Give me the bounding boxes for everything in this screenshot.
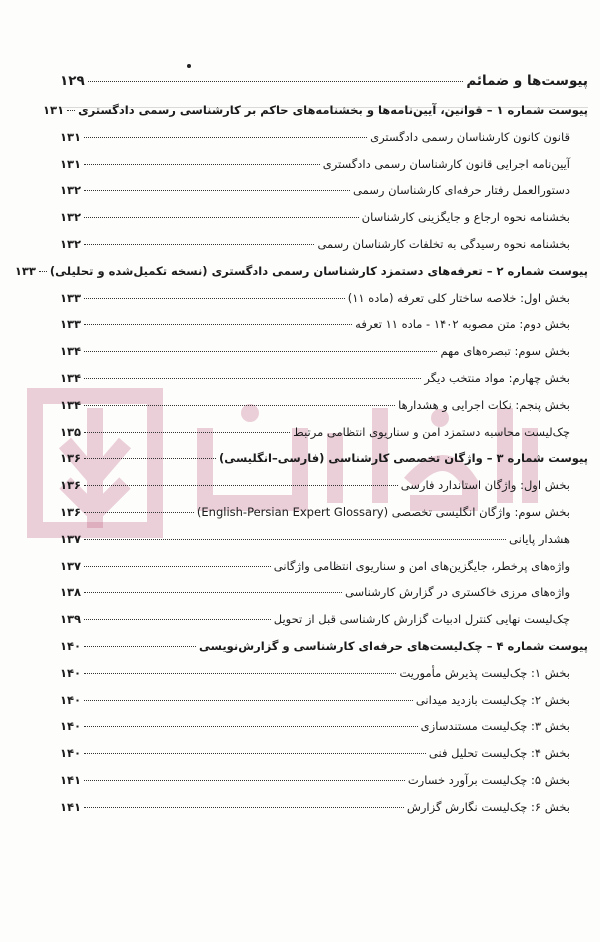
toc-page-number: ۱۳۴ — [60, 344, 82, 359]
toc-page-number: ۱۳۶ — [60, 478, 82, 493]
toc-page-number: ۱۴۰ — [60, 665, 82, 680]
toc-entry[interactable] — [60, 559, 588, 586]
toc-page-number: ۱۳۱ — [60, 129, 82, 144]
ink-dot — [187, 64, 191, 68]
toc-page-number: ۱۴۱ — [60, 772, 82, 787]
dot-leader — [84, 432, 290, 433]
toc-entry[interactable] — [60, 425, 588, 452]
toc-entry-appendix-1[interactable] — [43, 103, 588, 130]
toc-page-number: ۱۳۲ — [60, 236, 82, 251]
toc-title: بخش چهارم: مواد منتخب دیگر — [424, 370, 570, 385]
toc-title: پیوست شماره ۱ – قوانین، آیین‌نامه‌ها و بخشنامه‌های حاکم بر کارشناسی رسمی دادگستری — [78, 103, 588, 117]
toc-entry[interactable] — [60, 505, 588, 532]
toc-title: بخش پنجم: نکات اجرایی و هشدارها — [398, 397, 570, 412]
toc-entry[interactable] — [60, 183, 588, 210]
toc-title: بخش ۲: چک‌لیست بازدید میدانی — [415, 692, 570, 707]
toc-entry[interactable] — [60, 157, 588, 184]
dot-leader — [84, 726, 418, 727]
toc-entry-appendix-2[interactable] — [14, 263, 588, 291]
toc-entry[interactable] — [60, 746, 588, 773]
toc-entry[interactable] — [60, 237, 588, 264]
dot-leader — [84, 405, 395, 406]
toc-page-number: ۱۴۰ — [60, 719, 82, 734]
toc-page-number: ۱۳۳ — [60, 317, 82, 332]
dot-leader — [84, 137, 367, 138]
dot-leader — [84, 485, 398, 486]
toc-page-number: ۱۳۱ — [43, 103, 65, 117]
toc-page-number: ۱۴۰ — [60, 692, 82, 707]
dot-leader — [84, 700, 413, 701]
dot-leader — [84, 539, 506, 540]
toc-page-number: ۱۳۳ — [60, 290, 82, 305]
toc-title: دستورالعمل رفتار حرفه‌ای کارشناسان رسمی — [353, 183, 570, 198]
toc-title: بخشنامه نحوه ارجاع و جایگزینی کارشناسان — [361, 210, 570, 225]
dot-leader — [88, 81, 464, 82]
toc-entry[interactable] — [60, 585, 588, 612]
dot-leader — [84, 619, 271, 620]
toc-title: هشدار پایانی — [509, 531, 570, 546]
toc-entry[interactable] — [60, 478, 588, 505]
toc-title: بخش ۵: چک‌لیست برآورد خسارت — [407, 772, 570, 787]
toc-title: بخش ۶: چک‌لیست نگارش گزارش — [406, 799, 570, 814]
toc-title: واژه‌های پرخطر، جایگزین‌های امن و سناریوی انتظامی واژگانی — [273, 558, 570, 573]
toc-page-number: ۱۳۴ — [60, 397, 82, 412]
toc-page-number: ۱۳۷ — [60, 558, 82, 573]
dot-leader — [84, 807, 404, 808]
toc-title: بخش ۱: چک‌لیست پذیرش مأموریت — [399, 665, 570, 680]
dot-leader — [84, 217, 359, 218]
toc-entry[interactable] — [60, 719, 588, 746]
dot-leader — [84, 244, 314, 245]
toc-page-number: ۱۳۷ — [60, 531, 82, 546]
toc-title: پیوست شماره ۲ – تعرفه‌های دستمزد کارشناسان رسمی دادگستری (نسخه تکمیل‌شده و تحلیلی) — [49, 263, 588, 278]
toc-page-number: ۱۳۴ — [60, 370, 82, 385]
dot-leader — [84, 753, 426, 754]
toc-title: بخش اول: واژگان استاندارد فارسی — [400, 478, 570, 493]
toc-page-number: ۱۳۲ — [60, 183, 82, 198]
toc-entry[interactable] — [60, 612, 588, 639]
dot-leader — [84, 190, 350, 191]
toc-page-number: ۱۴۰ — [60, 638, 82, 653]
dot-leader — [39, 271, 47, 272]
toc-entry-appendix-3[interactable] — [60, 451, 588, 478]
dot-leader — [84, 646, 196, 647]
toc-page-number: ۱۳۱ — [60, 156, 82, 171]
toc-entry[interactable] — [60, 398, 588, 425]
dot-leader — [67, 110, 75, 111]
toc-title: بخش ۴: چک‌لیست تحلیل فنی — [428, 746, 570, 761]
dot-leader — [84, 324, 352, 325]
toc-title: بخش سوم: واژگان انگلیسی تخصصی (English-Persian Expert Glossary) — [196, 504, 570, 519]
toc-page-number: ۱۳۳ — [14, 263, 36, 278]
toc-page-number: ۱۳۸ — [60, 585, 82, 600]
toc-title: آیین‌نامه اجرایی قانون کارشناسان رسمی دادگستری — [322, 156, 570, 171]
toc-entry-appendices[interactable] — [60, 73, 588, 103]
toc-page-number: ۱۳۶ — [60, 504, 82, 519]
toc-title: بخش اول: خلاصه ساختار کلی تعرفه (ماده ۱۱) — [347, 290, 570, 305]
toc-page-number: ۱۳۶ — [60, 451, 82, 466]
toc-entry[interactable] — [60, 344, 588, 371]
toc-page-number: ۱۴۰ — [60, 746, 82, 761]
toc-title: پیوست شماره ۳ – واژگان تخصصی کارشناسی (فارسی–انگلیسی) — [219, 451, 588, 466]
toc-title: بخش ۳: چک‌لیست مستندسازی — [420, 719, 570, 734]
toc-entry[interactable] — [60, 693, 588, 720]
toc-entry[interactable] — [60, 317, 588, 344]
toc-entry[interactable] — [60, 210, 588, 237]
dot-leader — [84, 458, 216, 459]
toc-page-number: ۱۲۹ — [60, 73, 85, 89]
dot-leader — [84, 592, 342, 593]
toc-title: چک‌لیست محاسبه دستمزد امن و سناریوی انتظامی مرتبط — [293, 424, 570, 439]
toc-page-number: ۱۴۱ — [60, 799, 82, 814]
dot-leader — [84, 378, 421, 379]
toc-title: پیوست شماره ۴ – چک‌لیست‌های حرفه‌ای کارشناسی و گزارش‌نویسی — [199, 638, 588, 653]
toc-title: واژه‌های مرزی خاکستری در گزارش کارشناسی — [344, 585, 570, 600]
toc-title: چک‌لیست نهایی کنترل ادبیات گزارش کارشناسی قبل از تحویل — [273, 612, 570, 627]
toc-title: بخش سوم: تبصره‌های مهم — [440, 344, 570, 359]
toc-page-number: ۱۳۵ — [60, 424, 82, 439]
toc-entry[interactable] — [60, 291, 588, 318]
dot-leader — [84, 673, 396, 674]
dot-leader — [84, 351, 437, 352]
toc-title: قانون کانون کارشناسان رسمی دادگستری — [370, 129, 570, 144]
toc-title: پیوست‌ها و ضمائم — [466, 73, 588, 89]
toc-entry[interactable] — [60, 773, 588, 800]
toc-page-number: ۱۳۹ — [60, 612, 82, 627]
toc-entry-appendix-4[interactable] — [60, 639, 588, 666]
toc-title: بخشنامه نحوه رسیدگی به تخلفات کارشناسان رسمی — [317, 236, 570, 251]
dot-leader — [84, 512, 194, 513]
table-of-contents — [14, 73, 588, 827]
toc-entry[interactable] — [60, 130, 588, 157]
toc-page-number: ۱۳۲ — [60, 210, 82, 225]
dot-leader — [84, 566, 271, 567]
dot-leader — [84, 164, 320, 165]
toc-title: بخش دوم: متن مصوبه ۱۴۰۲ - ماده ۱۱ تعرفه — [355, 317, 570, 332]
dot-leader — [84, 298, 345, 299]
toc-entry[interactable] — [60, 371, 588, 398]
toc-entry[interactable] — [60, 800, 588, 827]
toc-entry[interactable] — [60, 532, 588, 559]
toc-entry[interactable] — [60, 666, 588, 693]
dot-leader — [84, 780, 405, 781]
